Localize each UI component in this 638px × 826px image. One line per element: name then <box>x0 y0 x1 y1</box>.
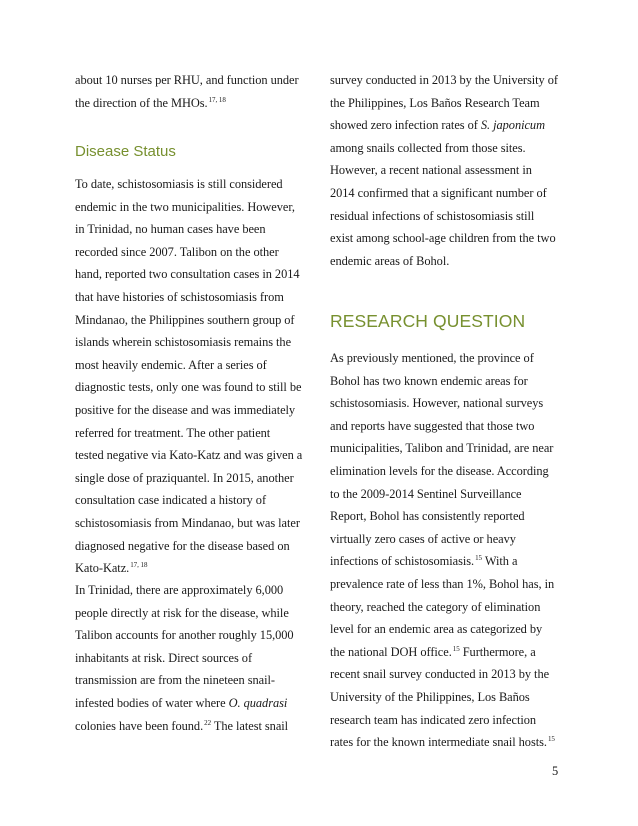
text-line: infested bodies of water where O. quadrasi <box>75 696 288 710</box>
text-line: As previously mentioned, the province of <box>330 351 534 365</box>
text-line: theory, reached the category of elimination <box>330 599 541 614</box>
section-heading-research-question: RESEARCH QUESTION <box>330 311 526 331</box>
text-line: the direction of the MHOs.$^{17, 18}$ <box>75 95 226 110</box>
text-line: tested negative via Kato-Katz and was given a <box>75 448 303 463</box>
text-line: diagnosed negative for the disease based on <box>75 538 290 553</box>
text-line: single dose of praziquantel. In 2015, another <box>75 470 294 485</box>
text-line: about 10 nurses per RHU, and function under <box>75 73 299 87</box>
text-line: positive for the disease and was immediately <box>75 403 296 417</box>
text-line: To date, schistosomiasis is still considered <box>75 177 283 191</box>
text-line: rates for the known intermediate snail hosts.$^{15}$ <box>330 735 555 750</box>
text-line: and reports have suggested that those two <box>330 418 535 433</box>
text-line: endemic areas of Bohol. <box>330 253 450 268</box>
text-line: people directly at risk for the disease, while <box>75 605 289 620</box>
text-line: level for an endemic area as categorized by <box>330 622 543 637</box>
text-line: municipalities, Talibon and Trinidad, are near <box>330 441 554 456</box>
text-line: transmission are from the nineteen snail- <box>75 673 275 688</box>
text-line: the national DOH office.$^{15}$ Furthermore, a <box>330 644 536 659</box>
text-line: most heavily endemic. After a series of <box>75 357 267 372</box>
text-line: hand, reported two consultation cases in 2014 <box>75 267 300 282</box>
text-line: that have histories of schistosomiasis from <box>75 290 284 304</box>
text-line: consultation case indicated a history of <box>75 493 267 508</box>
text-line: endemic in the two municipalities. However, <box>75 199 295 214</box>
text-line: Mindanao, the Philippines southern group of <box>75 312 295 327</box>
text-line: inhabitants at risk. Direct sources of <box>75 650 253 665</box>
text-line: in Trinidad, no human cases have been <box>75 222 266 237</box>
text-line: residual infections of schistosomiasis still <box>330 208 535 223</box>
text-line: to the 2009-2014 Sentinel Surveillance <box>330 486 522 501</box>
text-line: the Philippines, Los Baños Research Team <box>330 95 540 110</box>
text-line: recorded since 2007. Talibon on the other <box>75 244 279 259</box>
text-line: schistosomiasis from Mindanao, but was later <box>75 516 300 530</box>
text-line: prevalence rate of less than 1%, Bohol has, in <box>330 577 555 591</box>
text-line: colonies have been found.$^{22}$ The latest snail <box>75 718 289 733</box>
text-line: However, a recent national assessment in <box>330 163 532 178</box>
section-heading-disease-status: Disease Status <box>75 143 176 160</box>
text-line: islands wherein schistosomiasis remains the <box>75 335 292 350</box>
text-line: exist among school-age children from the two <box>330 231 556 246</box>
text-line: recent snail survey conducted in 2013 by the <box>330 667 550 682</box>
text-line: infections of schistosomiasis.$^{15}$ With a <box>330 554 518 569</box>
text-line: In Trinidad, there are approximately 6,000 <box>75 583 284 597</box>
text-line: among snails collected from those sites. <box>330 140 526 155</box>
text-line: Kato-Katz.$^{17, 18}$ <box>75 561 148 576</box>
text-line: Report, Bohol has consistently reported <box>330 509 525 524</box>
text-line: referred for treatment. The other patient <box>75 425 271 440</box>
text-line: survey conducted in 2013 by the University of <box>330 73 558 87</box>
page-number: 5 <box>552 764 559 778</box>
text-line: Bohol has two known endemic areas for <box>330 373 528 388</box>
text-line: diagnostic tests, only one was found to still be <box>75 380 302 395</box>
text-line: research team has indicated zero infection <box>330 712 537 727</box>
text-line: University of the Philippines, Los Baños <box>330 690 530 704</box>
text-line: virtually zero cases of active or heavy <box>330 531 516 546</box>
text-line: elimination levels for the disease. According <box>330 464 549 478</box>
text-line: 2014 confirmed that a significant number of <box>330 186 547 200</box>
text-line: showed zero infection rates of S. japonicum <box>330 118 545 133</box>
text-line: schistosomiasis. However, national surveys <box>330 396 544 411</box>
text-line: Talibon accounts for another roughly 15,000 <box>75 628 294 643</box>
